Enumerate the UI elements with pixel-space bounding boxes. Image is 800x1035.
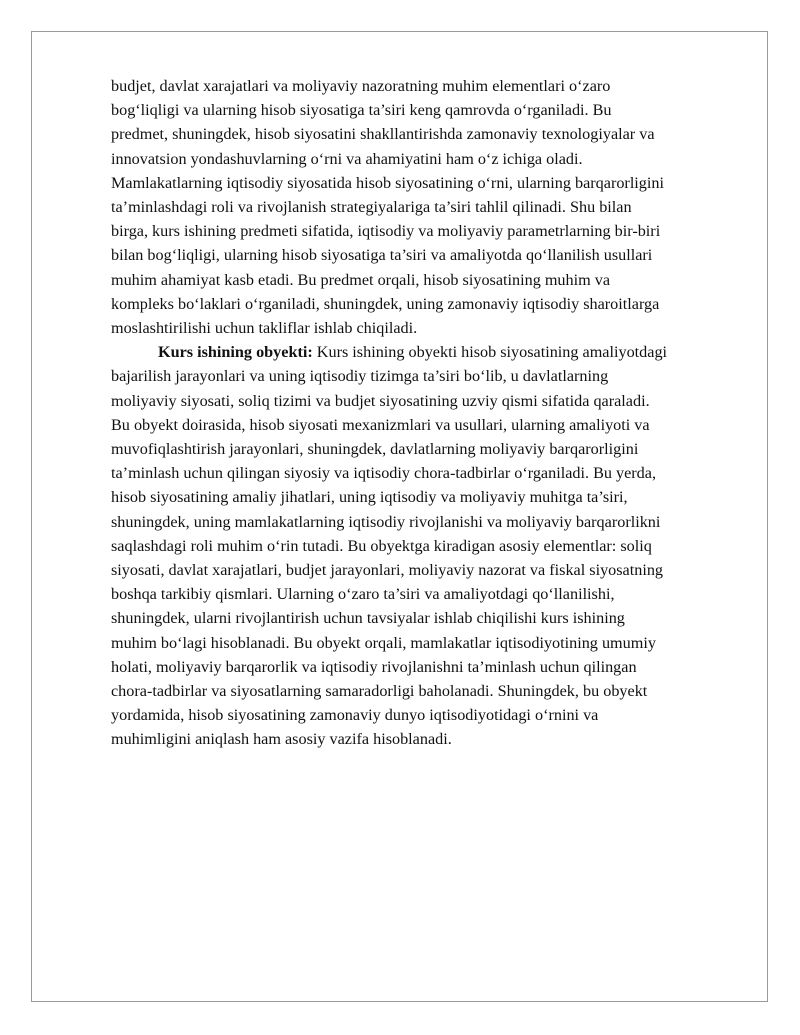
text-line: muvofiqlashtirish jarayonlari, shuningdek, davlatlarning moliyaviy barqarorligini	[111, 440, 639, 459]
text-line: boshqa tarkibiy qismlari. Ularning o‘zaro ta’siri va amaliyotdagi qo‘llanilishi,	[111, 585, 615, 604]
text-line: muhimligini aniqlash ham asosiy vazifa hisoblanadi.	[111, 730, 452, 749]
text-line: saqlashdagi roli muhim o‘rin tutadi. Bu obyektga kiradigan asosiy elementlar: soliq	[111, 536, 652, 555]
section-heading: Kurs ishining obyekti:	[158, 343, 313, 362]
text-line: Mamlakatlarning iqtisodiy siyosatida hisob siyosatining o‘rni, ularning barqarorligini	[111, 173, 664, 192]
text-line: siyosati, davlat xarajatlari, budjet jarayonlari, moliyaviy nazorat va fiskal siyosatning	[111, 561, 664, 580]
text-line: budjet, davlat xarajatlari va moliyaviy nazoratning muhim elementlari o‘zaro	[111, 77, 611, 95]
text-line: bajarilish jarayonlari va uning iqtisodiy tizimga ta’siri bo‘lib, u davlatlarning	[111, 367, 609, 386]
text-line: moslashtirilishi uchun takliflar ishlab chiqiladi.	[111, 319, 418, 338]
text-line: holati, moliyaviy barqarorlik va iqtisodiy rivojlanishni ta’minlash uchun qilingan	[111, 657, 637, 676]
text-line: chora-tadbirlar va siyosatlarning samaradorligi baholanadi. Shuningdek, bu obyekt	[111, 682, 648, 701]
text-line: kompleks bo‘laklari o‘rganiladi, shuningdek, uning zamonaviy iqtisodiy sharoitlarga	[111, 294, 660, 313]
text-line: innovatsion yondashuvlarning o‘rni va ahamiyatini ham o‘z ichiga oladi.	[111, 149, 583, 168]
text-line: birga, kurs ishining predmeti sifatida, iqtisodiy va moliyaviy parametrlarning bir-biri	[111, 222, 661, 241]
document-body	[111, 74, 711, 752]
document-page	[31, 31, 768, 1002]
text-line: moliyaviy siyosati, soliq tizimi va budjet siyosatining uzviy qismi sifatida qaraladi.	[111, 391, 650, 410]
text-line: bog‘liqligi va ularning hisob siyosatiga ta’siri keng qamrovda o‘rganiladi. Bu	[111, 101, 612, 120]
text-line: hisob siyosatining amaliy jihatlari, uning iqtisodiy va moliyaviy muhitga ta’siri,	[111, 488, 628, 507]
text-line: Bu obyekt doirasida, hisob siyosati mexanizmlari va usullari, ularning amaliyoti va	[111, 415, 650, 434]
paragraph-obyekt	[111, 340, 711, 751]
text-line: shuningdek, ularni rivojlantirish uchun tavsiyalar ishlab chiqilishi kurs ishining	[111, 609, 625, 628]
text-run: Kurs ishining obyekti hisob siyosatining amaliyotdagi	[312, 343, 668, 362]
paragraph-first-line	[111, 340, 711, 364]
text-line: bilan bog‘liqligi, ularning hisob siyosatiga ta’siri va amaliyotda qo‘llanilish usullari	[111, 246, 653, 265]
text-line: predmet, shuningdek, hisob siyosatini shakllantirishda zamonaviy texnologiyalar va	[111, 125, 655, 144]
text-line: muhim ahamiyat kasb etadi. Bu predmet orqali, hisob siyosatining muhim va	[111, 270, 611, 289]
paragraph-predmet	[111, 74, 711, 340]
text-line: shuningdek, uning mamlakatlarning iqtisodiy rivojlanishi va moliyaviy barqarorlikni	[111, 512, 661, 531]
text-line: yordamida, hisob siyosatining zamonaviy dunyo iqtisodiyotidagi o‘rnini va	[111, 706, 599, 725]
text-line: muhim bo‘lagi hisoblanadi. Bu obyekt orqali, mamlakatlar iqtisodiyotining umumiy	[111, 633, 656, 652]
text-line: ta’minlash uchun qilingan siyosiy va iqtisodiy chora-tadbirlar o‘rganiladi. Bu yerda,	[111, 464, 657, 483]
text-line: ta’minlashdagi roli va rivojlanish strategiyalariga ta’siri tahlil qilinadi. Shu bilan	[111, 198, 632, 217]
